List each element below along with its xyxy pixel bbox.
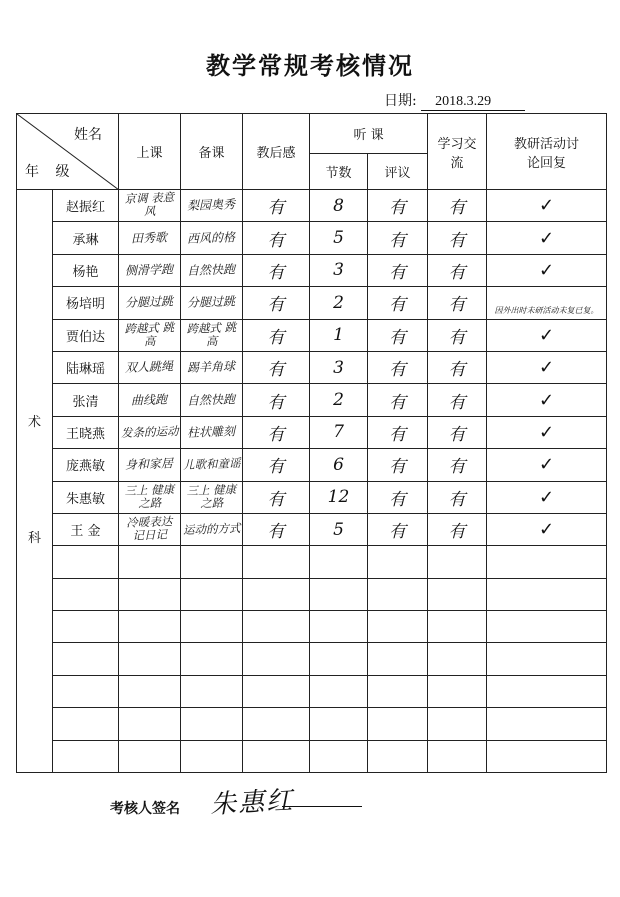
table-row — [17, 416, 607, 448]
cell-reply — [487, 578, 607, 610]
comment-value: 有 — [389, 262, 406, 283]
reflection-value: 有 — [267, 457, 285, 478]
name-value: 王晓燕 — [65, 426, 105, 442]
reply-note: 因外出时未研活动未复已复。 — [494, 305, 599, 315]
cell-comment — [368, 513, 428, 545]
cell-exchange — [428, 481, 487, 513]
cell-reflection — [243, 675, 310, 707]
comment-value: 有 — [389, 327, 406, 348]
cell-exchange — [428, 643, 487, 675]
teach-value: 分腿过跳 — [125, 294, 174, 311]
cell-exchange — [428, 611, 487, 643]
header-corner — [17, 114, 119, 190]
count-value: 12 — [327, 487, 350, 508]
cell-prep — [181, 384, 243, 416]
cell-reflection — [243, 643, 310, 675]
comment-value: 有 — [389, 295, 406, 316]
cell-count — [310, 319, 368, 351]
cell-reply — [487, 740, 607, 772]
cell-teach — [119, 351, 181, 383]
cell-reply — [487, 222, 607, 254]
comment-value: 有 — [389, 489, 406, 510]
exchange-value: 有 — [448, 522, 466, 543]
header-teach: 上课 — [119, 114, 181, 190]
corner-grade-label: 年 级 — [25, 164, 76, 180]
reflection-value: 有 — [267, 360, 285, 381]
header-reflection: 教后感 — [243, 114, 310, 190]
cell-name — [53, 254, 119, 286]
cell-comment — [368, 384, 428, 416]
empty-row — [17, 643, 607, 675]
cell-count — [310, 416, 368, 448]
reflection-value: 有 — [267, 230, 285, 251]
cell-exchange — [428, 190, 487, 222]
cell-comment — [368, 740, 428, 772]
cell-count — [310, 578, 368, 610]
cell-prep — [181, 416, 243, 448]
cell-name — [53, 578, 119, 610]
reflection-value: 有 — [267, 489, 285, 510]
cell-reflection — [243, 190, 310, 222]
reflection-value: 有 — [267, 295, 285, 316]
assessment-table — [16, 113, 607, 773]
cell-teach — [119, 254, 181, 286]
cell-count — [310, 287, 368, 319]
cell-reflection — [243, 351, 310, 383]
cell-teach — [119, 222, 181, 254]
exchange-value: 有 — [448, 457, 466, 478]
empty-row — [17, 675, 607, 707]
teach-value: 跨越式 跳高 — [124, 319, 175, 349]
cell-exchange — [428, 740, 487, 772]
cell-reflection — [243, 319, 310, 351]
name-value: 张清 — [72, 394, 99, 410]
cell-name — [53, 611, 119, 643]
reply-value: ✓ — [538, 486, 555, 508]
cell-reflection — [243, 449, 310, 481]
exchange-value: 有 — [448, 198, 466, 219]
reply-value: ✓ — [538, 389, 555, 411]
cell-teach — [119, 449, 181, 481]
exchange-value: 有 — [448, 424, 466, 445]
cell-name — [53, 287, 119, 319]
cell-count — [310, 611, 368, 643]
signature-underline — [282, 806, 362, 807]
reply-value: ✓ — [538, 454, 555, 476]
teach-value: 曲线跑 — [131, 391, 168, 408]
cell-exchange — [428, 513, 487, 545]
reply-value: ✓ — [538, 259, 555, 281]
empty-row — [17, 578, 607, 610]
cell-comment — [368, 254, 428, 286]
cell-prep — [181, 481, 243, 513]
reply-value: ✓ — [538, 324, 555, 346]
header-research-reply: 教研活动讨论回复 — [487, 114, 607, 190]
cell-prep — [181, 254, 243, 286]
cell-teach — [119, 513, 181, 545]
table-row — [17, 190, 607, 222]
prep-value: 分腿过跳 — [187, 294, 236, 311]
page-title: 教学常规考核情况 — [206, 51, 414, 80]
cell-prep — [181, 513, 243, 545]
count-value: 5 — [333, 519, 344, 540]
cell-name — [53, 546, 119, 578]
teach-value: 京调 表意风 — [124, 190, 175, 219]
cell-exchange — [428, 416, 487, 448]
reply-value: ✓ — [538, 421, 555, 443]
name-value: 贾伯达 — [65, 329, 105, 345]
teach-value: 双人跳绳 — [125, 359, 174, 375]
cell-prep — [181, 351, 243, 383]
cell-prep — [181, 643, 243, 675]
cell-teach — [119, 416, 181, 448]
header-prep: 备课 — [181, 114, 243, 190]
cell-comment — [368, 675, 428, 707]
reflection-value: 有 — [267, 327, 285, 348]
cell-count — [310, 546, 368, 578]
cell-reply — [487, 384, 607, 416]
cell-comment — [368, 287, 428, 319]
cell-count — [310, 708, 368, 740]
cell-teach — [119, 708, 181, 740]
count-value: 7 — [333, 422, 344, 443]
name-value: 朱惠敏 — [65, 491, 105, 507]
cell-exchange — [428, 449, 487, 481]
cell-name — [53, 384, 119, 416]
cell-reflection — [243, 708, 310, 740]
cell-name — [53, 319, 119, 351]
cell-comment — [368, 449, 428, 481]
cell-name — [53, 351, 119, 383]
comment-value: 有 — [389, 360, 406, 381]
reflection-value: 有 — [267, 522, 285, 543]
teach-value: 身和家居 — [125, 456, 174, 473]
cell-teach — [119, 190, 181, 222]
count-value: 3 — [333, 357, 344, 378]
cell-reply — [487, 190, 607, 222]
prep-value: 西风的格 — [187, 229, 236, 246]
cell-name — [53, 675, 119, 707]
cell-prep — [181, 740, 243, 772]
cell-exchange — [428, 222, 487, 254]
comment-value: 有 — [389, 424, 406, 445]
reply-value: ✓ — [538, 519, 555, 541]
table-row — [17, 319, 607, 351]
prep-value: 柱状雕刻 — [187, 424, 236, 440]
header-listen: 听 课 — [310, 114, 428, 154]
cell-reply — [487, 319, 607, 351]
prep-value: 儿歌和童谣 — [182, 456, 241, 473]
reply-value: ✓ — [538, 227, 555, 249]
cell-prep — [181, 222, 243, 254]
cell-teach — [119, 287, 181, 319]
cell-exchange — [428, 675, 487, 707]
cell-comment — [368, 708, 428, 740]
teach-value: 三上 健康之路 — [124, 481, 175, 511]
cell-comment — [368, 546, 428, 578]
cell-teach — [119, 578, 181, 610]
reflection-value: 有 — [267, 262, 285, 283]
table-row — [17, 384, 607, 416]
cell-name — [53, 449, 119, 481]
prep-value: 运动的方式 — [182, 521, 241, 538]
name-value: 承琳 — [72, 232, 99, 248]
cell-exchange — [428, 708, 487, 740]
date-label: 日期: — [384, 93, 417, 109]
cell-name — [53, 481, 119, 513]
cell-reflection — [243, 287, 310, 319]
cell-name — [53, 740, 119, 772]
cell-prep — [181, 546, 243, 578]
cell-count — [310, 190, 368, 222]
cell-teach — [119, 740, 181, 772]
cell-reply — [487, 513, 607, 545]
grade-char: 科 — [27, 531, 41, 547]
exchange-value: 有 — [448, 392, 466, 413]
corner-name-label: 姓名 — [74, 127, 102, 143]
reply-value: ✓ — [538, 195, 555, 217]
cell-comment — [368, 416, 428, 448]
cell-name — [53, 416, 119, 448]
cell-reply — [487, 708, 607, 740]
cell-count — [310, 384, 368, 416]
cell-count — [310, 643, 368, 675]
cell-reply — [487, 449, 607, 481]
cell-teach — [119, 481, 181, 513]
prep-value: 梨园奥秀 — [187, 197, 236, 214]
cell-reflection — [243, 416, 310, 448]
cell-count — [310, 254, 368, 286]
cell-count — [310, 481, 368, 513]
cell-reply — [487, 643, 607, 675]
name-value: 王 金 — [70, 524, 101, 540]
comment-value: 有 — [389, 392, 406, 413]
cell-comment — [368, 351, 428, 383]
cell-reflection — [243, 222, 310, 254]
cell-teach — [119, 384, 181, 416]
cell-teach — [119, 546, 181, 578]
empty-row — [17, 546, 607, 578]
cell-comment — [368, 643, 428, 675]
cell-name — [53, 190, 119, 222]
grade-cell — [17, 190, 53, 773]
reflection-value: 有 — [267, 198, 285, 219]
name-value: 庞燕敏 — [65, 459, 105, 475]
exchange-value: 有 — [448, 295, 466, 316]
table-row — [17, 287, 607, 319]
teach-value: 发条的运动 — [120, 423, 179, 440]
cell-exchange — [428, 578, 487, 610]
cell-reply — [487, 351, 607, 383]
cell-prep — [181, 190, 243, 222]
cell-reply — [487, 611, 607, 643]
cell-reply — [487, 675, 607, 707]
cell-reply — [487, 287, 607, 319]
cell-comment — [368, 611, 428, 643]
table-row — [17, 513, 607, 545]
cell-name — [53, 643, 119, 675]
prep-value: 跨越式 跳高 — [186, 319, 237, 349]
reply-value: ✓ — [538, 357, 555, 379]
cell-reply — [487, 546, 607, 578]
count-value: 1 — [333, 325, 344, 346]
cell-exchange — [428, 384, 487, 416]
cell-count — [310, 675, 368, 707]
header-listen-comment: 评议 — [368, 154, 428, 190]
cell-exchange — [428, 287, 487, 319]
empty-row — [17, 708, 607, 740]
cell-prep — [181, 319, 243, 351]
cell-count — [310, 222, 368, 254]
count-value: 5 — [333, 228, 344, 249]
cell-count — [310, 513, 368, 545]
cell-name — [53, 513, 119, 545]
reflection-value: 有 — [267, 424, 285, 445]
cell-teach — [119, 611, 181, 643]
reflection-value: 有 — [267, 392, 285, 413]
cell-reply — [487, 254, 607, 286]
empty-row — [17, 611, 607, 643]
exchange-value: 有 — [448, 327, 466, 348]
cell-teach — [119, 319, 181, 351]
comment-value: 有 — [389, 457, 406, 478]
cell-reflection — [243, 578, 310, 610]
exchange-value: 有 — [448, 360, 466, 381]
cell-prep — [181, 675, 243, 707]
table-row — [17, 351, 607, 383]
prep-value: 三上 健康之路 — [186, 481, 237, 511]
cell-reflection — [243, 546, 310, 578]
grade-char: 术 — [27, 415, 41, 431]
cell-reply — [487, 416, 607, 448]
cell-prep — [181, 449, 243, 481]
cell-reply — [487, 481, 607, 513]
exchange-value: 有 — [448, 489, 466, 510]
cell-reflection — [243, 481, 310, 513]
cell-exchange — [428, 351, 487, 383]
cell-comment — [368, 190, 428, 222]
cell-name — [53, 222, 119, 254]
cell-count — [310, 740, 368, 772]
prep-value: 自然快跑 — [187, 262, 236, 278]
cell-teach — [119, 675, 181, 707]
count-value: 2 — [333, 292, 344, 313]
date-row — [384, 90, 525, 111]
cell-reflection — [243, 740, 310, 772]
cell-exchange — [428, 254, 487, 286]
cell-comment — [368, 319, 428, 351]
table-row — [17, 449, 607, 481]
cell-exchange — [428, 319, 487, 351]
teach-value: 冷暖表达 记日记 — [126, 514, 173, 543]
count-value: 2 — [333, 390, 344, 411]
exchange-value: 有 — [448, 262, 466, 283]
count-value: 6 — [333, 454, 344, 475]
name-value: 杨艳 — [72, 264, 99, 280]
comment-value: 有 — [389, 522, 406, 543]
cell-prep — [181, 578, 243, 610]
count-value: 8 — [333, 195, 344, 216]
name-value: 陆琳瑶 — [65, 362, 105, 378]
cell-prep — [181, 287, 243, 319]
name-value: 赵振红 — [65, 200, 105, 216]
cell-reflection — [243, 254, 310, 286]
prep-value: 自然快跑 — [187, 391, 236, 408]
header-listen-count: 节数 — [310, 154, 368, 190]
cell-name — [53, 708, 119, 740]
prep-value: 踢羊角球 — [187, 359, 236, 375]
cell-count — [310, 351, 368, 383]
signature: 朱惠红 — [209, 785, 295, 821]
teach-value: 侧滑学跑 — [125, 262, 174, 278]
cell-count — [310, 449, 368, 481]
cell-reflection — [243, 384, 310, 416]
comment-value: 有 — [389, 230, 406, 251]
cell-prep — [181, 611, 243, 643]
cell-comment — [368, 222, 428, 254]
empty-row — [17, 740, 607, 772]
name-value: 杨培明 — [65, 297, 105, 313]
table-row — [17, 222, 607, 254]
teach-value: 田秀歌 — [131, 229, 168, 246]
table-row — [17, 254, 607, 286]
cell-reflection — [243, 513, 310, 545]
cell-comment — [368, 578, 428, 610]
header-study-exchange: 学习交流 — [428, 114, 487, 190]
date-value: 2018.3.29 — [421, 94, 525, 111]
signer-label: 考核人签名 — [110, 801, 180, 817]
exchange-value: 有 — [448, 230, 466, 251]
comment-value: 有 — [389, 198, 406, 219]
cell-reflection — [243, 611, 310, 643]
cell-teach — [119, 643, 181, 675]
cell-prep — [181, 708, 243, 740]
cell-comment — [368, 481, 428, 513]
table-row — [17, 481, 607, 513]
cell-exchange — [428, 546, 487, 578]
count-value: 3 — [333, 260, 344, 281]
